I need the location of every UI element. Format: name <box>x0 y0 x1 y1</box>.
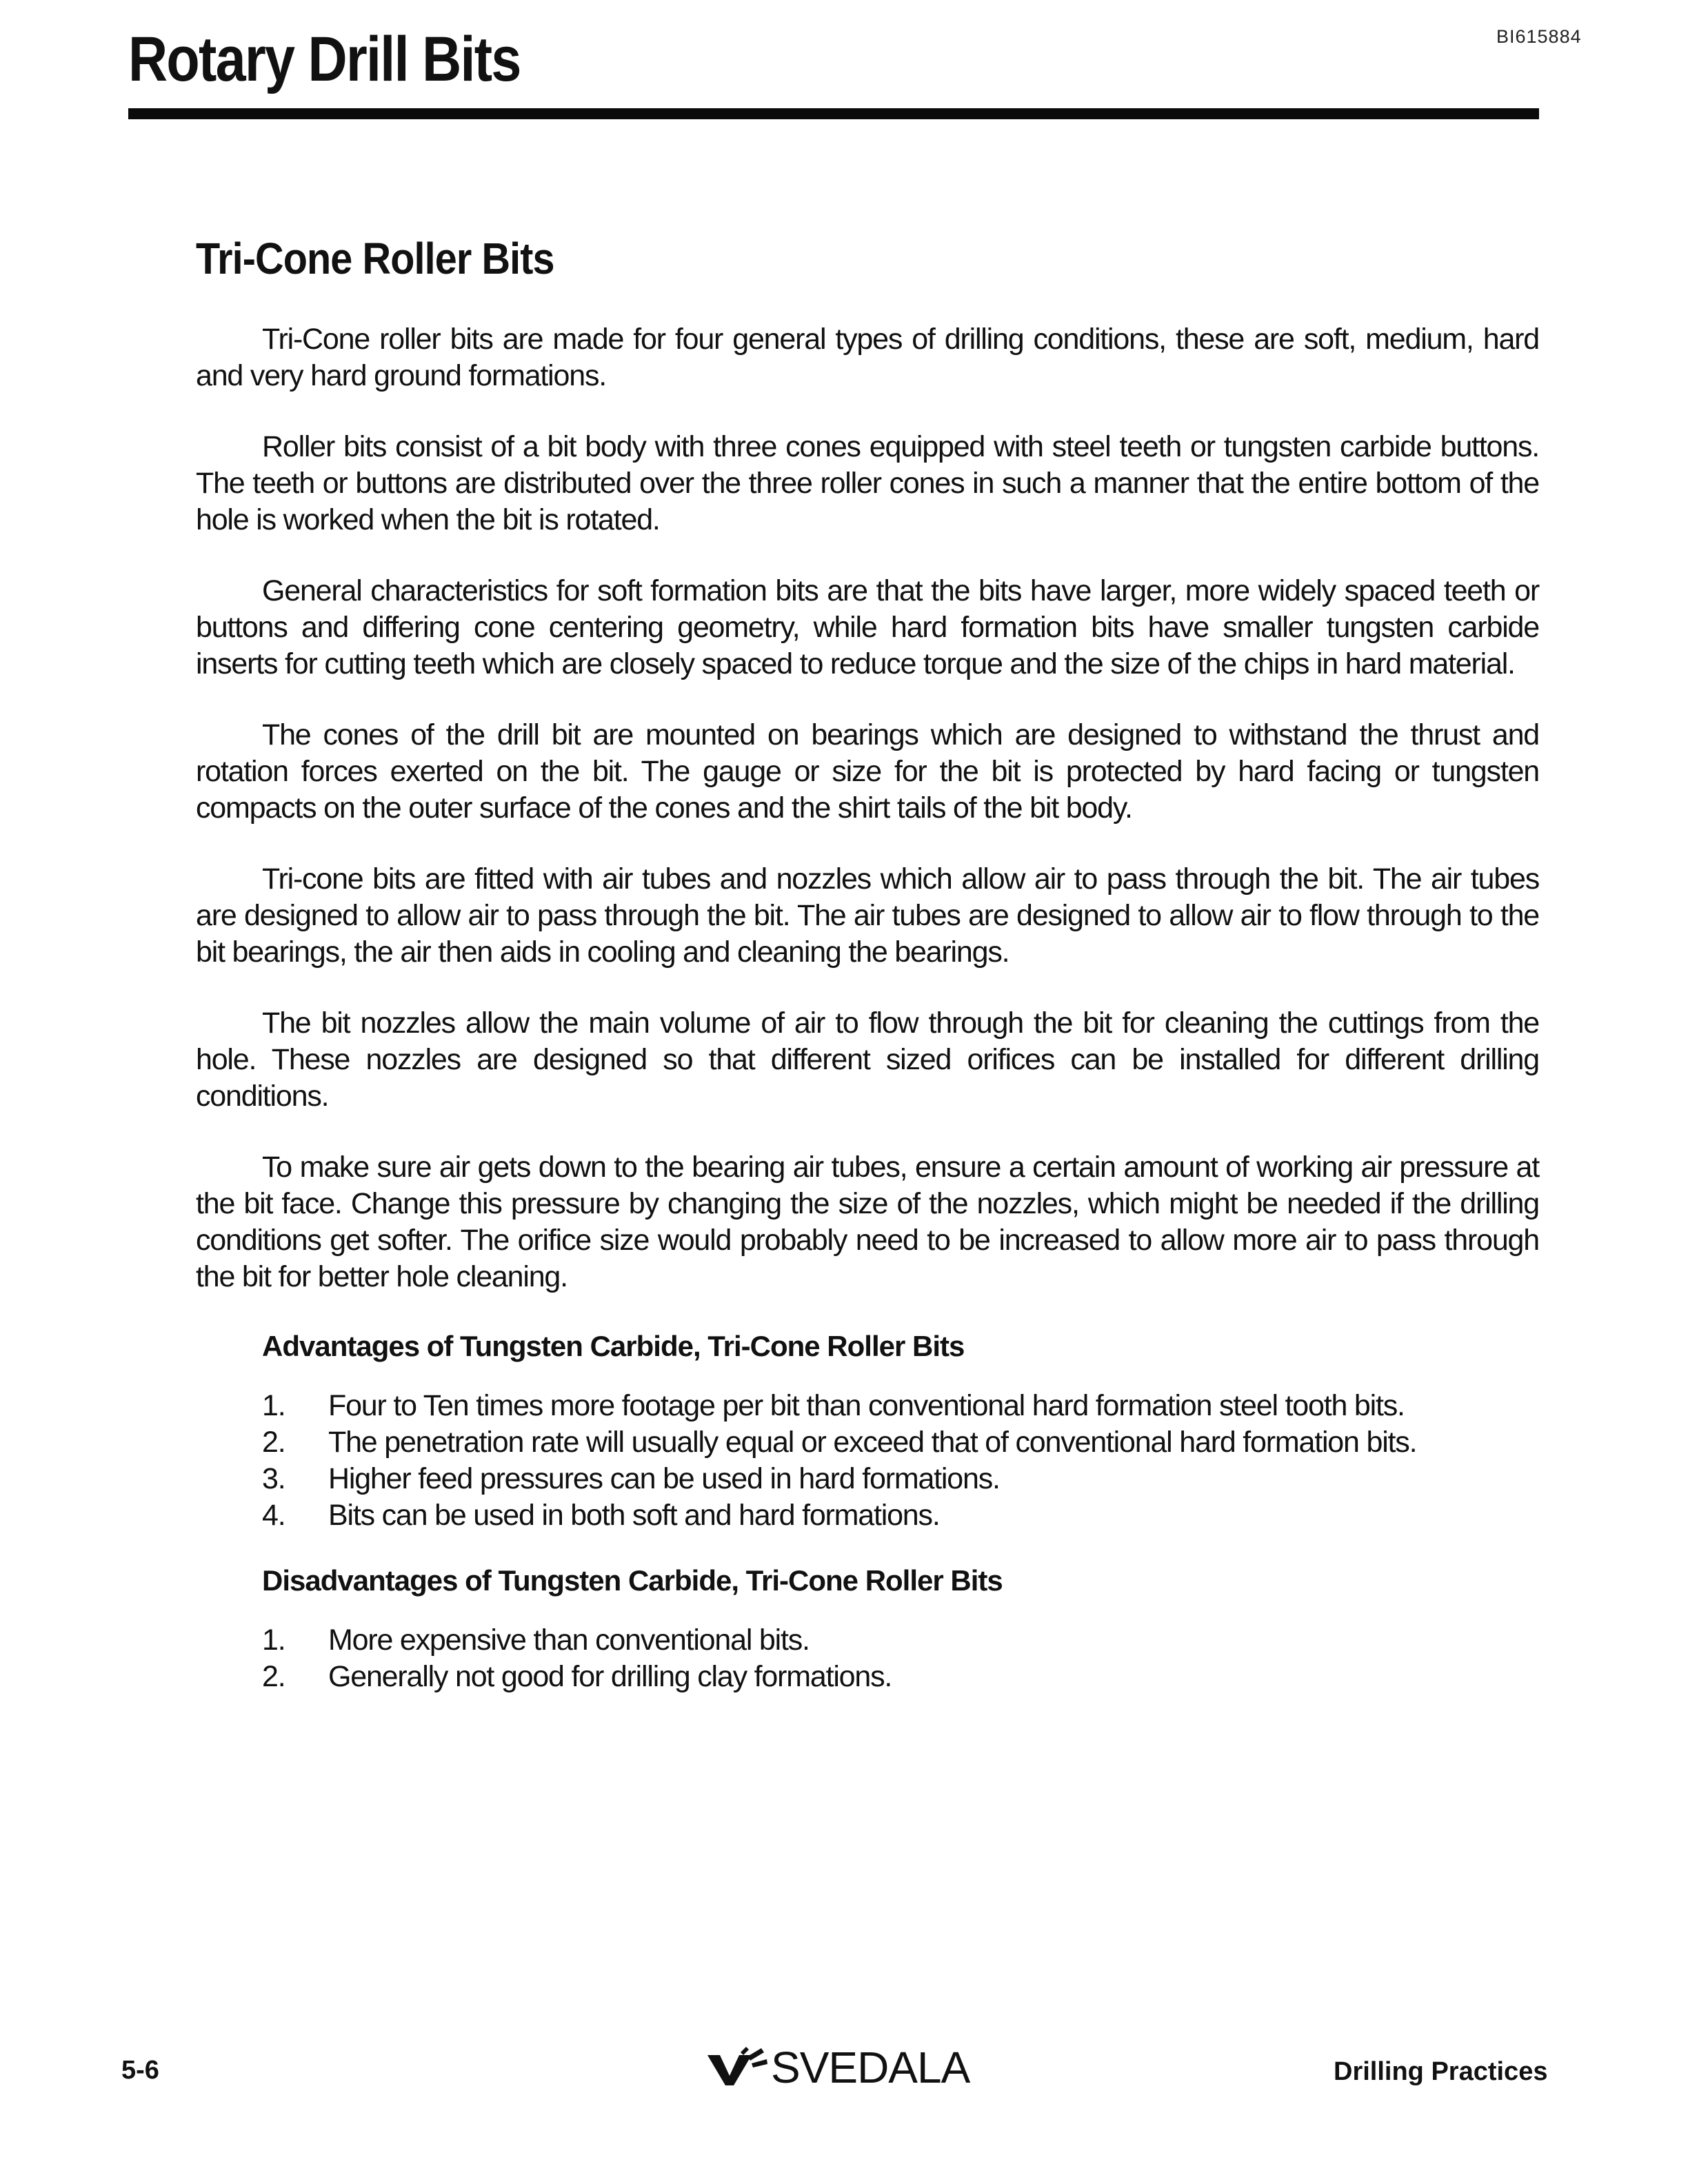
section-name: Drilling Practices <box>1334 2057 1548 2086</box>
list-number: 4. <box>262 1499 285 1533</box>
advantages-list <box>262 1388 1539 1534</box>
advantages-heading: Advantages of Tungsten Carbide, Tri-Cone Roller Bits <box>262 1330 965 1363</box>
list-text: The penetration rate will usually equal or exceed that of conventional hard formation bits. <box>328 1426 1417 1459</box>
paragraph: Roller bits consist of a bit body with three cones equipped with steel teeth or tungsten carbide buttons. The teeth or buttons are distributed over the three roller cones in such a manner that the entire bottom of the hole is worked when the bit is rotated. <box>196 430 1539 537</box>
main-content <box>196 234 1539 1726</box>
list-text: More expensive than conventional bits. <box>328 1624 810 1657</box>
list-text: Four to Ten times more footage per bit than conventional hard formation steel tooth bits. <box>328 1389 1405 1423</box>
paragraph: General characteristics for soft formation bits are that the bits have larger, more widely spaced teeth or buttons and differing cone centering geometry, while hard formation bits have smaller tungsten carbide inserts for cutting teeth which are closely spaced to reduce torque and the size of the chips in hard material. <box>196 574 1539 681</box>
document-id: BI615884 <box>1496 26 1582 47</box>
paragraph: The cones of the drill bit are mounted on bearings which are designed to withstand the thrust and rotation forces exerted on the bit. The gauge or size for the bit is protected by hard facing or tungsten compacts on the outer surface of the cones and the shirt tails of the bit body. <box>196 718 1539 825</box>
list-item <box>262 1497 1539 1534</box>
list-number: 1. <box>262 1389 285 1423</box>
page-number: 5-6 <box>121 2056 159 2085</box>
list-item <box>262 1622 1539 1659</box>
list-text: Higher feed pressures can be used in hard formations. <box>328 1462 1000 1496</box>
list-item <box>262 1461 1539 1497</box>
list-number: 2. <box>262 1426 285 1459</box>
paragraph: Tri-cone bits are fitted with air tubes and nozzles which allow air to pass through the bit. The air tubes are designed to allow air to pass through the bit. The air tubes are designed to allow air to flow through to the bit bearings, the air then aids in cooling and cleaning the bearings. <box>196 862 1539 969</box>
list-item <box>262 1388 1539 1424</box>
list-number: 2. <box>262 1660 285 1694</box>
list-item <box>262 1659 1539 1695</box>
disadvantages-heading: Disadvantages of Tungsten Carbide, Tri-Cone Roller Bits <box>262 1564 1003 1597</box>
header-rule <box>128 108 1539 119</box>
list-item <box>262 1424 1539 1461</box>
list-number: 1. <box>262 1624 285 1657</box>
svedala-logo <box>706 2042 969 2093</box>
section-heading: Tri-Cone Roller Bits <box>196 234 554 283</box>
paragraph: To make sure air gets down to the bearing air tubes, ensure a certain amount of working air pressure at the bit face. Change this pressure by changing the size of the nozzles, which might be needed if the drilling conditions get softer. The orifice size would probably need to be increased to allow more air to pass through the bit for better hole cleaning. <box>196 1151 1539 1294</box>
list-text: Bits can be used in both soft and hard formations. <box>328 1499 940 1533</box>
list-text: Generally not good for drilling clay formations. <box>328 1660 892 1694</box>
logo-text: SVEDALA <box>771 2043 970 2092</box>
paragraph: The bit nozzles allow the main volume of air to flow through the bit for cleaning the cuttings from the hole. These nozzles are designed so that different sized orifices can be installed for different drilling conditions. <box>196 1007 1539 1113</box>
paragraph: Tri-Cone roller bits are made for four general types of drilling conditions, these are soft, medium, hard and very hard ground formations. <box>196 323 1539 393</box>
disadvantages-list <box>262 1622 1539 1695</box>
list-number: 3. <box>262 1462 285 1496</box>
svedala-logo-icon <box>706 2045 771 2090</box>
page-title: Rotary Drill Bits <box>128 24 521 94</box>
